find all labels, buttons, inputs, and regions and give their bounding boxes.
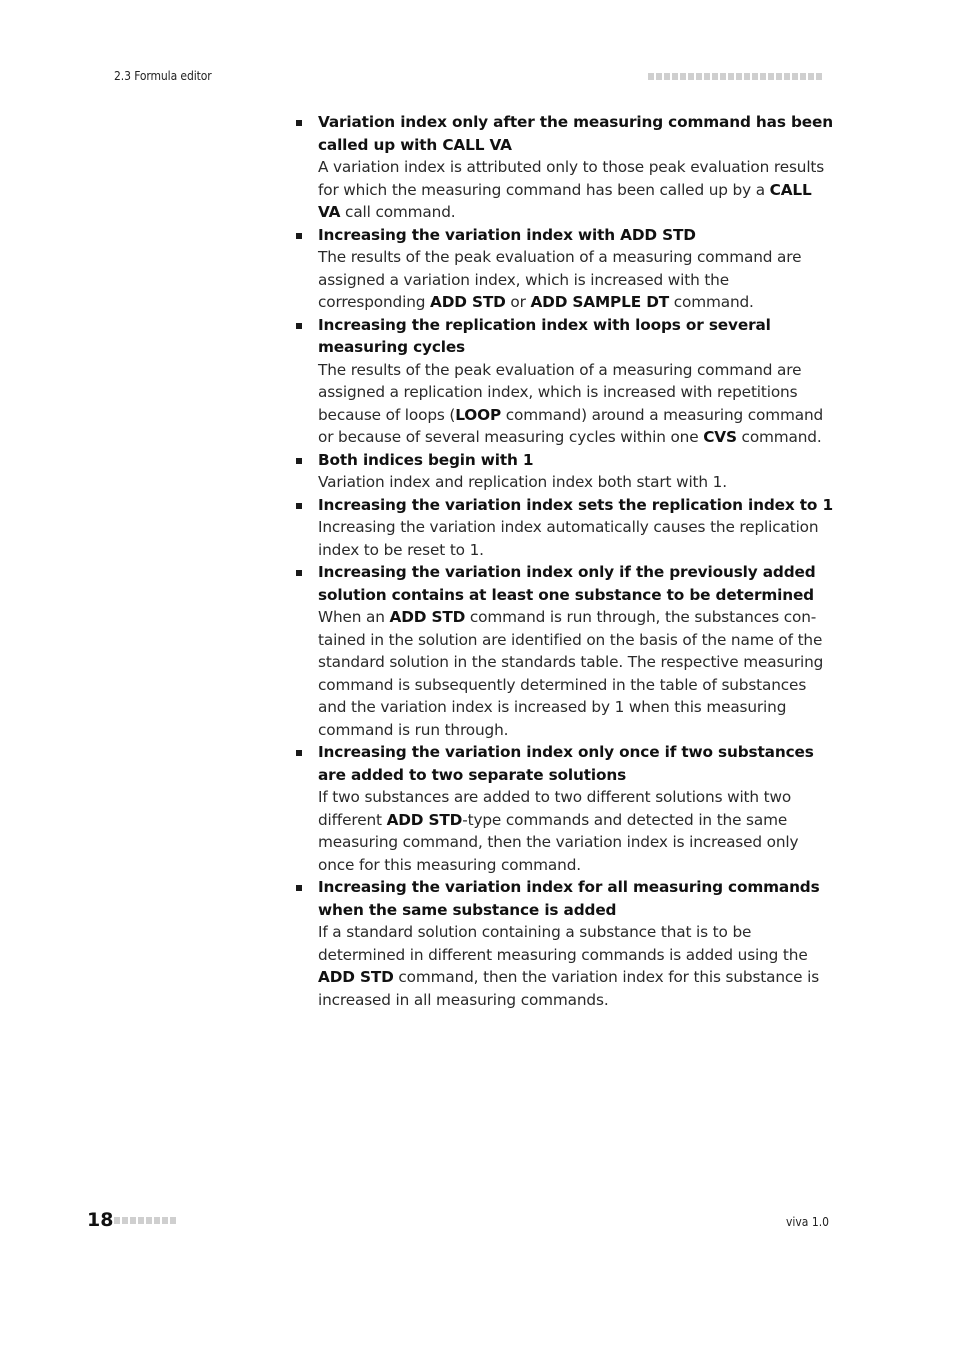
description-text: If a standard solution containing a substance that is to be determined in different measuring commands is added using the [318, 923, 808, 964]
item-title: Increasing the replication index with loops or several measuring cycles [318, 315, 771, 356]
item-title: Both indices begin with 1 [318, 450, 534, 469]
item-title: Variation index only after the measuring command has been called up with CALL VA [318, 113, 833, 154]
command-keyword: ADD STD [386, 810, 463, 829]
command-keyword: ADD STD [430, 293, 506, 311]
item-title: Increasing the variation index sets the replication index to 1 [318, 495, 833, 514]
command-keyword: ADD STD [318, 968, 394, 986]
item-description [318, 246, 836, 314]
description-text: A variation index is attributed only to those peak evaluation results for which the measuring command has been called up by a [318, 158, 825, 199]
bullet-list [296, 111, 836, 1011]
description-text: If two substances are added to two different solutions with two different [318, 788, 792, 829]
command-keyword: ADD SAMPLE DT [530, 293, 670, 311]
description-text: command, then the variation index for this substance is increased in all measuring commands. [318, 968, 820, 1009]
document-id: viva 1.0 [786, 1215, 829, 1229]
list-item [296, 111, 836, 224]
description-text: Increasing the variation index automatically causes the replication index to be reset to 1. [318, 518, 819, 559]
main-content [296, 111, 836, 1011]
item-description [318, 359, 836, 449]
command-keyword: CVS [703, 428, 737, 446]
header-decoration [648, 73, 822, 80]
list-item [296, 876, 836, 1011]
description-text: The results of the peak evaluation of a measuring command are assigned a replication index, which is increased with repetitions because of loops ( [318, 360, 802, 424]
item-description [318, 921, 836, 1011]
description-text: The results of the peak evaluation of a measuring command are assigned a variation index, which is increased with the corresponding [318, 248, 802, 311]
description-text: call command. [340, 203, 456, 221]
description-text: -type commands and detected in the same measuring command, then the variation index is increased only once for this measuring command. [318, 810, 799, 874]
command-keyword: CALL VA [318, 180, 812, 221]
running-head-section: 2.3 Formula editor [114, 69, 212, 83]
description-text: command is run through, the substances contained in the solution are identified on the basis of the name of the standard solution in the standards table. The respective measuring command is subsequently determined in the table of substances and the variation index is increased by 1 when this measuring command is run through. [318, 608, 824, 739]
item-title: Increasing the variation index with ADD STD [318, 225, 696, 244]
description-text: Variation index and replication index both start with 1. [318, 473, 727, 491]
item-description [318, 156, 836, 224]
list-item [296, 561, 836, 741]
list-item [296, 449, 836, 494]
list-item [296, 494, 836, 562]
description-text: or [505, 293, 531, 311]
list-item [296, 741, 836, 876]
item-title: Increasing the variation index only once if two substances are added to two separate solutions [318, 743, 814, 784]
description-text: command. [736, 428, 822, 446]
footer-decoration [114, 1217, 176, 1224]
list-item [296, 224, 836, 314]
item-description [318, 606, 836, 741]
list-item [296, 314, 836, 449]
description-text: command. [669, 293, 754, 311]
item-description [318, 516, 836, 561]
page-number: 18 [87, 1209, 114, 1231]
item-description [318, 786, 836, 876]
command-keyword: LOOP [455, 405, 502, 424]
item-title: Increasing the variation index only if the previously added solution contains at least one substance to be determined [318, 563, 816, 604]
item-description [318, 471, 836, 494]
description-text: command) around a measuring command or because of several measuring cycles within one [318, 405, 824, 446]
item-title: Increasing the variation index for all measuring commands when the same substance is added [318, 878, 820, 919]
description-text: When an [318, 608, 390, 626]
command-keyword: ADD STD [389, 608, 466, 626]
